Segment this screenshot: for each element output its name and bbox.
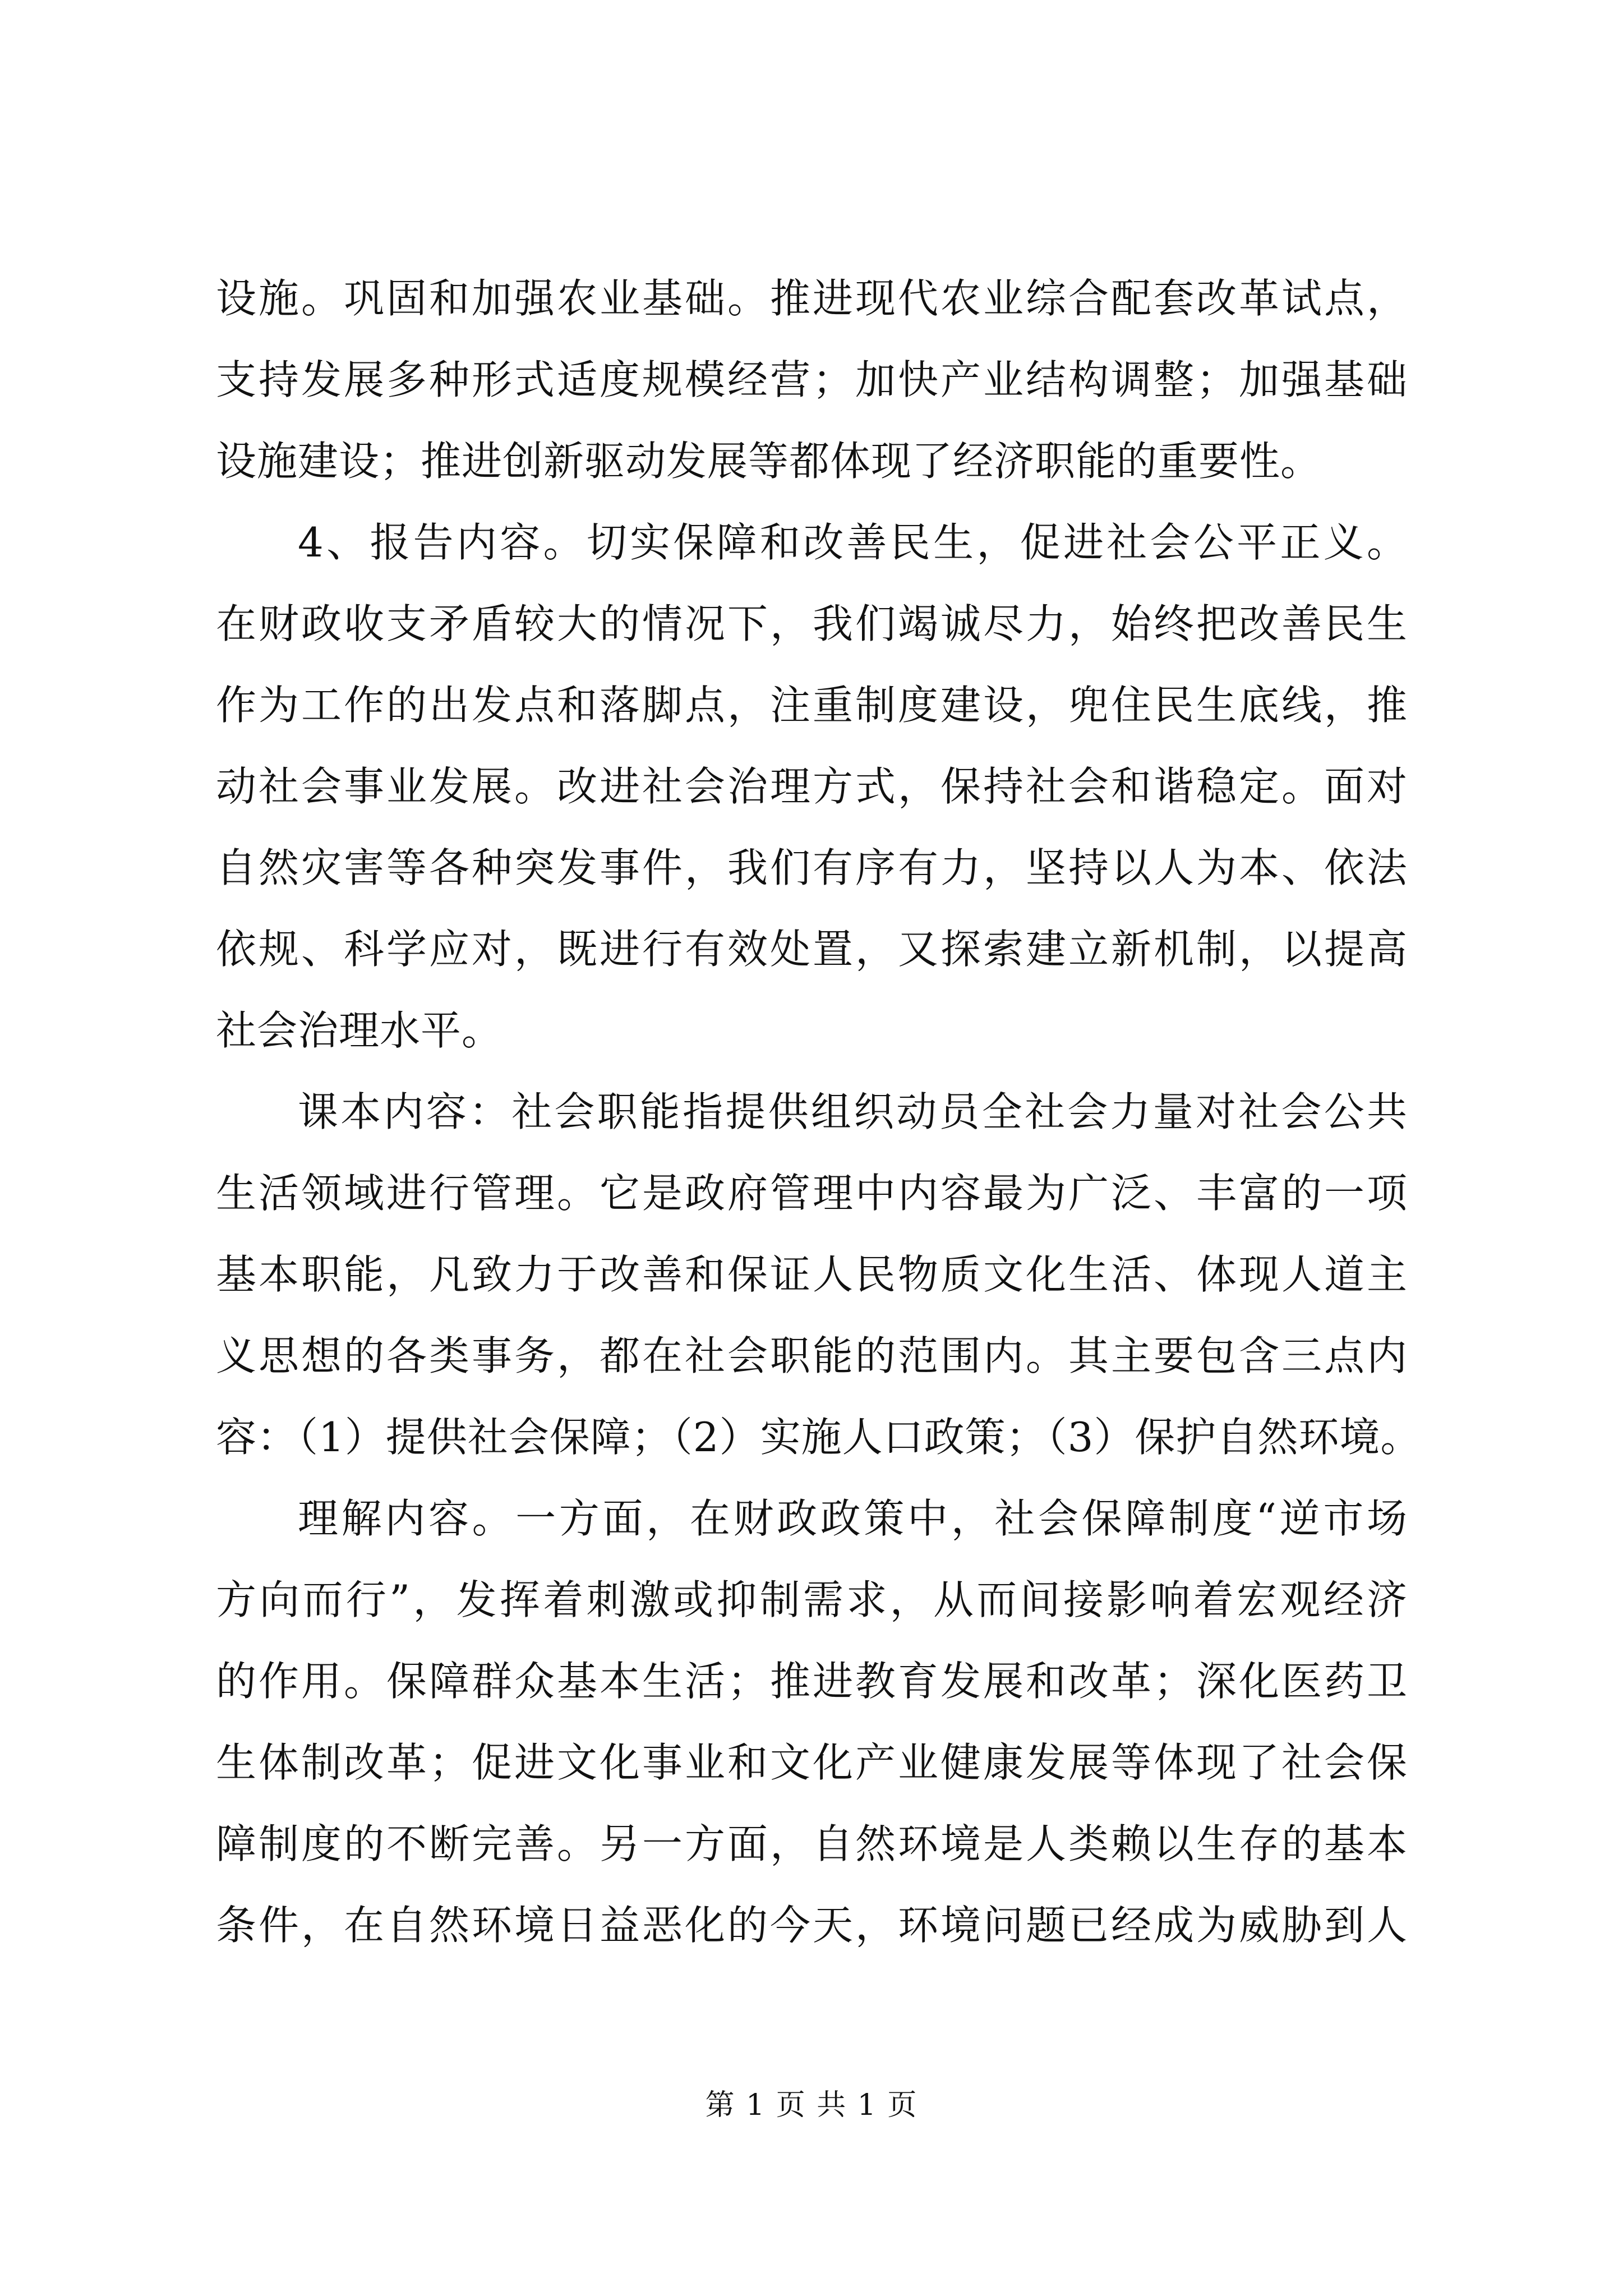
paragraph-line: 依规、科学应对，既进行有效处置，又探索建立新机制，以提高 [216, 926, 1408, 973]
paragraph-line: 生活领域进行管理。它是政府管理中内容最为广泛、丰富的一项 [216, 1170, 1408, 1217]
paragraph-line: 义思想的各类事务，都在社会职能的范围内。其主要包含三点内 [216, 1332, 1408, 1379]
paragraph-line: 课本内容：社会职能指提供组织动员全社会力量对社会公共 [298, 1088, 1408, 1135]
paragraph-line: 方向而行”，发挥着刺激或抑制需求，从而间接影响着宏观经济 [216, 1576, 1408, 1623]
paragraph-line: 理解内容。一方面，在财政政策中，社会保障制度“逆市场 [298, 1495, 1408, 1542]
paragraph-line: 在财政收支矛盾较大的情况下，我们竭诚尽力，始终把改善民生 [216, 600, 1408, 647]
paragraph-line: 条件，在自然环境日益恶化的今天，环境问题已经成为威胁到人 [216, 1902, 1408, 1949]
paragraph-line: 障制度的不断完善。另一方面，自然环境是人类赖以生存的基本 [216, 1820, 1408, 1867]
paragraph [216, 1478, 1408, 1966]
paragraph-line: 动社会事业发展。改进社会治理方式，保持社会和谐稳定。面对 [216, 763, 1408, 810]
paragraph [216, 502, 1408, 1071]
document-body [216, 258, 1422, 1966]
paragraph-line: 容：（1）提供社会保障；（2）实施人口政策；（3）保护自然环境。 [216, 1414, 1422, 1461]
paragraph-line: 社会治理水平。 [216, 1007, 503, 1054]
paragraph-line: 自然灾害等各种突发事件，我们有序有力，坚持以人为本、依法 [216, 844, 1408, 891]
paragraph [216, 258, 1408, 502]
paragraph-line: 的作用。保障群众基本生活；推进教育发展和改革；深化医药卫 [216, 1658, 1408, 1705]
paragraph-line: 生体制改革；促进文化事业和文化产业健康发展等体现了社会保 [216, 1739, 1408, 1786]
paragraph-line: 支持发展多种形式适度规模经营；加快产业结构调整；加强基础 [216, 356, 1408, 403]
page-footer: 第 1 页 共 1 页 [705, 2088, 918, 2122]
paragraph-line: 作为工作的出发点和落脚点，注重制度建设，兜住民生底线，推 [216, 682, 1408, 729]
paragraph-line: 设施。巩固和加强农业基础。推进现代农业综合配套改革试点， [216, 275, 1408, 322]
paragraph-line: 基本职能，凡致力于改善和保证人民物质文化生活、体现人道主 [216, 1251, 1408, 1298]
paragraph-line: 4、报告内容。切实保障和改善民生，促进社会公平正义。 [298, 519, 1408, 566]
paragraph-line: 设施建设；推进创新驱动发展等都体现了经济职能的重要性。 [216, 438, 1322, 485]
paragraph [216, 1071, 1422, 1478]
